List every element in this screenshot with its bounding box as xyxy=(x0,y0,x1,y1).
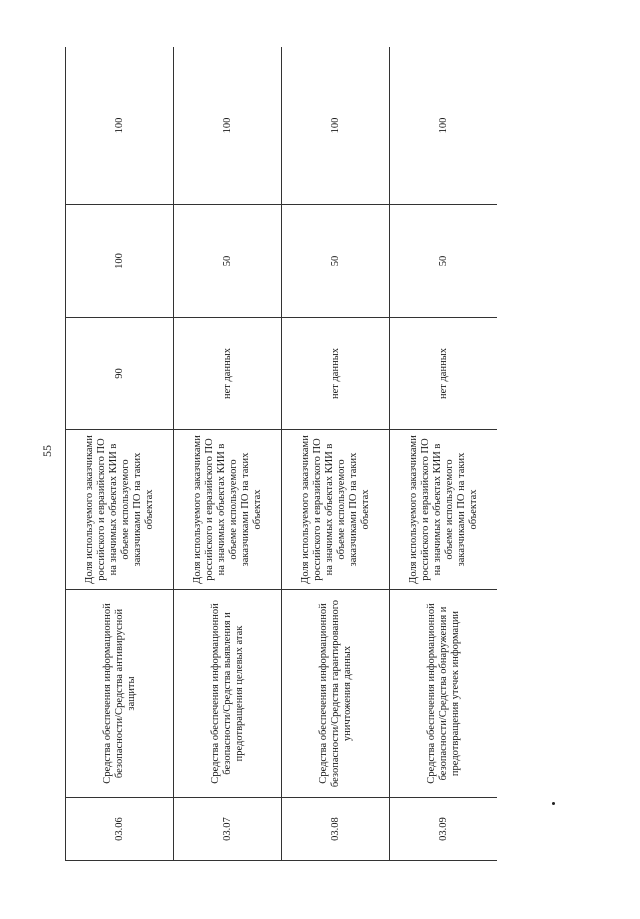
row-base-value: нет данных xyxy=(174,318,282,430)
row-base-value: 90 xyxy=(66,318,174,430)
table-row xyxy=(390,47,498,861)
row-indicator: Доля используемого заказчиками российского и евразийского ПО на значимых объектах КИИ в объеме используемого заказчиками ПО на таких объектах xyxy=(174,430,282,590)
row-year1-value: 50 xyxy=(174,205,282,318)
indicator-table xyxy=(65,47,497,861)
row-name: Средства обеспечения информационной безопасности/Средства антивирусной защиты xyxy=(66,590,174,798)
row-code: 03.08 xyxy=(282,798,390,861)
row-year1-value: 100 xyxy=(66,205,174,318)
table-row xyxy=(174,47,282,861)
page-number: 55 xyxy=(39,445,54,457)
scan-speck xyxy=(552,802,555,805)
row-base-value: нет данных xyxy=(282,318,390,430)
row-code: 03.07 xyxy=(174,798,282,861)
row-year2-value: 100 xyxy=(66,47,174,205)
table-row xyxy=(282,47,390,861)
row-indicator: Доля используемого заказчиками российского и евразийского ПО на значимых объектах КИИ в объеме используемого заказчиками ПО на таких объектах xyxy=(282,430,390,590)
row-year1-value: 50 xyxy=(282,205,390,318)
table-container xyxy=(65,47,497,861)
row-name: Средства обеспечения информационной безопасности/Средства гарантированного уничтожения данных xyxy=(282,590,390,798)
row-indicator: Доля используемого заказчиками российского и евразийского ПО на значимых объектах КИИ в объеме используемого заказчиками ПО на таких объектах xyxy=(390,430,498,590)
rotated-table-frame xyxy=(65,47,497,861)
row-name: Средства обеспечения информационной безопасности/Средства обнаружения и предотвращения утечек информации xyxy=(390,590,498,798)
row-base-value: нет данных xyxy=(390,318,498,430)
row-name: Средства обеспечения информационной безопасности/Средства выявления и предотвращения целевых атак xyxy=(174,590,282,798)
row-year1-value: 50 xyxy=(390,205,498,318)
table-row xyxy=(66,47,174,861)
row-year2-value: 100 xyxy=(174,47,282,205)
row-year2-value: 100 xyxy=(282,47,390,205)
row-code: 03.09 xyxy=(390,798,498,861)
row-year2-value: 100 xyxy=(390,47,498,205)
row-code: 03.06 xyxy=(66,798,174,861)
row-indicator: Доля используемого заказчиками российского и евразийского ПО на значимых объектах КИИ в объеме используемого заказчиками ПО на таких объектах xyxy=(66,430,174,590)
